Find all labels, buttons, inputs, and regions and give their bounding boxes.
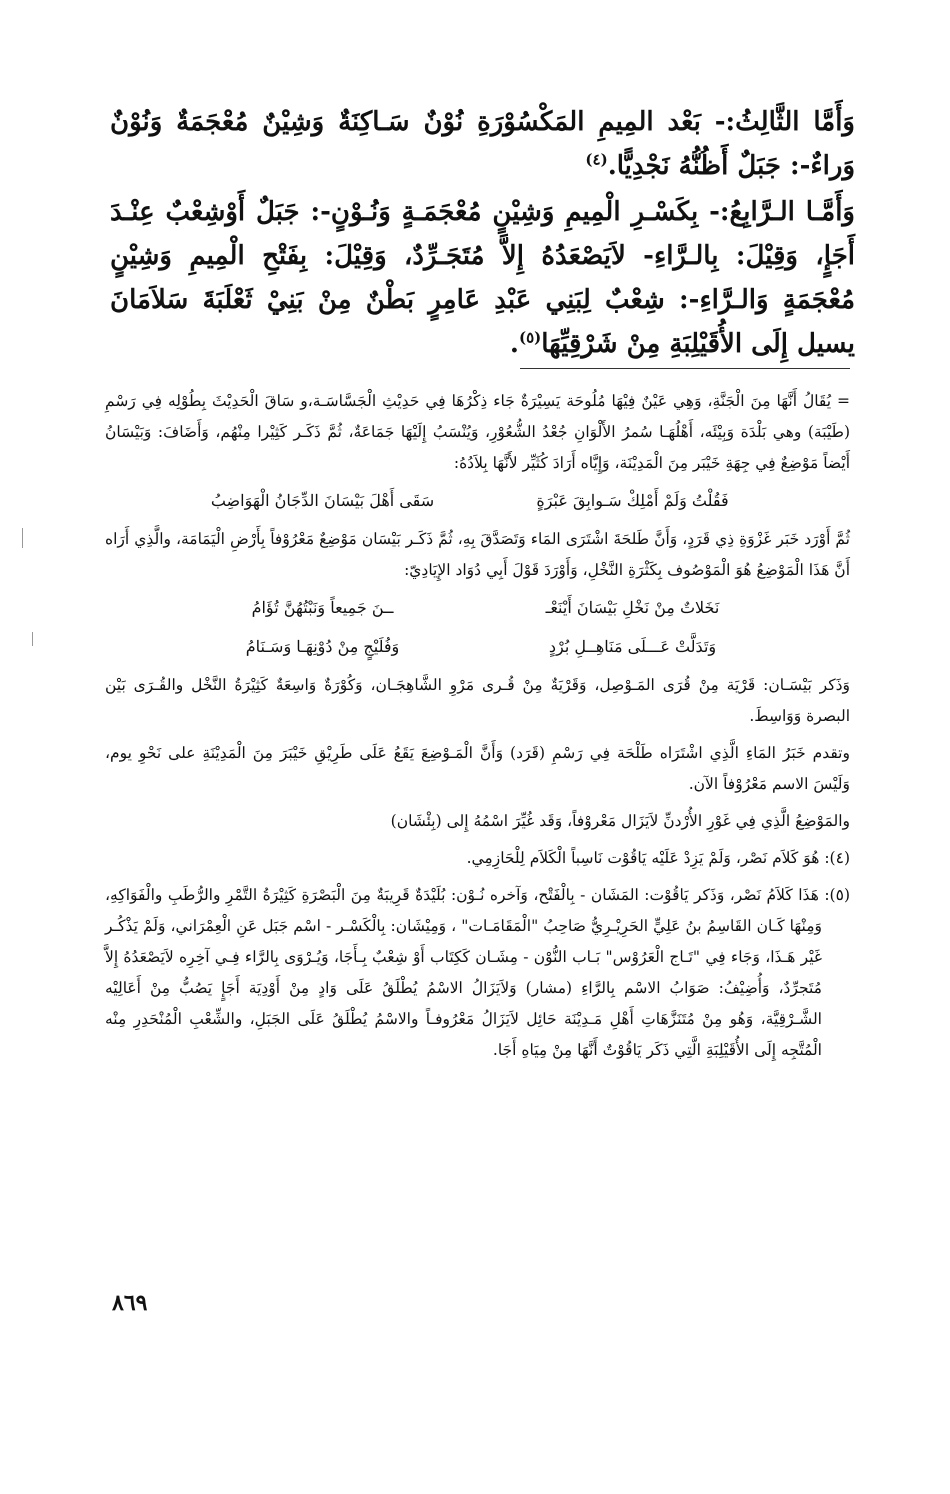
main-paragraph-third-text: وَأَمَّا الثَّالِثُ:- بَعْد المِيمِ المَكْسُوْرَةِ نُوْنٌ سَـاكِنَةٌ وَشِيْنٌ مُعْجَمَةٌ وَنُوْنٌ وَراءٌ-: جَبَلٌ أَظُنُّهُ نَجْدِيًّا. bbox=[110, 107, 855, 181]
main-paragraph-fourth: وَأَمَّـا الـرَّابِعُ:- بِكَسْـرِ الْمِيمِ وَشِيْنٍ مُعْجَمَـةٍ وَنُـوْنٍ-: جَبَلٌ أَوْشِعْبٌ عِنْـدَ أَجَإٍ، وَقِيْلَ: بِالـرَّاءِ- لاَيَصْعَدُهُ إِلاَّ مُتَجَـرِّدٌ، وَقِيْلَ: بِفَتْحِ الْمِيمِ وَشِيْنٍ مُعْجَمَةٍ وَالـرَّاءِ-: شِعْبٌ لِبَنِي عَبْدِ عَامِرٍ بَطْنٌ مِنْ بَنِيْ ثَعْلَبَةَ سَلاَمَانَ يسيل إِلَى الأُقَيْلِبَةِ مِنْ شَرْقِيِّهَا$^{(٥)}$. bbox=[110, 197, 855, 359]
page-number: ٨٦٩ bbox=[112, 1290, 148, 1316]
verse-line-2 bbox=[105, 592, 850, 623]
verse-line-1 bbox=[105, 485, 850, 516]
footnote-ref-5: (٥) bbox=[518, 328, 542, 347]
footnote-paragraph-d: وتقدم خَبَرُ المَاءِ الَّذِي اشْتَرَاه طَلْحَة فِي رَسْمِ (قَرَد) وَأَنَّ الْمَـوْضِعَ يَقَعُ عَلَى طَرِيْقِ خَيْبَرَ مِنَ الْمَدِيْنَةِ على نَحْوِ يوم، وَلَيْسَ الاسم مَعْرُوْفاً الآن. bbox=[105, 744, 850, 793]
verse-1-second-hemistich: سَقَى أَهْلَ بَيْسَانَ الدِّجَانُ الْهَوَاضِبُ bbox=[210, 491, 435, 510]
verse-line-3 bbox=[105, 631, 850, 662]
footnote-paragraph-b: ثُمَّ أَوْرَد خَبَر غَزْوَةِ ذِي قَرَدٍ، وَأَنَّ طَلحَةَ اشْتَرَى المَاء وَتَصَدَّقَ بِهِ، ثُمَّ ذَكَـر بَيْسَان مَوْضِعٌ مَعْرُوْفاً بِأَرْضِ الْيَمَامَة، والَّذِي أَرَاه أَنَّ هَذَا الْمَوْضِعُ هُوَ الْمَوْصُوف بِكَثْرَةِ النَّخْلِ، وَأَوْرَدَ قَوْلَ أَبِي دُوَاد الإِيَادِيّ: bbox=[105, 530, 850, 579]
footnote-5: (٥): هَذَا كَلاَمُ نَصْر، وَذَكر يَاقُوْت: المَشَان - بِالْفَتْح، وَآخره نُـوْن: بُلَيْدَةٌ قَرِيبَةٌ مِنَ الْبَصْرَةِ كَثِيْرَةُ التَّمْرِ والرُّطَبِ والْفَوَاكِهِ، وَمِنْهَا كَـان القَاسِمُ بنُ عَلِيٍّ الحَرِيْـرِيُّ صَاحِبُ "الْمَقَامَـات" ، وَمِيْشَان: بِالْكَسْـر - اسْم جَبَل عَنِ الْعِمْرَاني، وَلَمْ يَذْكُـر غَيْر هَـذَا، وَجَاء فِي "تَـاج الْعَرُوْس" بَـاب النُّوْن - مِشَـان كَكِتَاب أَوْ شِعْبٌ بِـأَجَا، وَيُـرْوَى بِالرَّاء فِـي آخِرِه لاَيَصْعَدُهُ إِلاَّ مُتَجرِّدٌ، وَأُضِيْفُ: صَوَابُ الاسْم بِالرَّاءِ (مشار) وَلاَيَزَالُ الاسْمُ يُطْلَقُ عَلَى وَادٍ مِنْ أَوْدِيَة أَجَإٍ يَصُبُّ مِنْ أَعَالِيْه الشَّـرْقِيَّة، وَهُو مِنْ مُتَنَزَّهَاتِ أَهْلِ مَـدِيْنَة حَائِل لاَيَزَالُ مَعْرُوفـاً والاسْمُ يُطْلَقُ عَلَى الجَبَلِ، والشِّعْبِ الْمُنْحَدِرِ مِنْه الْمُتَّجِه إِلَى الأُقَيْلِبَةِ الَّتِي ذَكَر يَاقُوْتٌ أَنَّهَا مِنْ مِيَاهِ أَجَا. bbox=[105, 886, 850, 1059]
verse-2-second-hemistich: ــنَ جَمِيعاً وَنَبْتُهُنَّ تُؤَامُ bbox=[251, 598, 394, 617]
verse-3-second-hemistich: وَفُلَيْجٍ مِنْ دُوْنِهَـا وَسَـنَامُ bbox=[245, 637, 400, 656]
verse-3-first-hemistich: وَتَدَلَّتْ عَـــلَى مَنَاهِــلِ بُرْدٍ bbox=[548, 637, 717, 656]
footnote-separator bbox=[520, 368, 850, 369]
main-text bbox=[110, 100, 855, 368]
footnote-ref-4: (٤) bbox=[585, 150, 608, 169]
footnote-continuation: = يُقَالُ أَنَّهَا مِنَ الْجَنَّةِ، وَهِي عَيْنٌ فِيْهَا مُلُوحَة يَسِيْرَةٌ جَاء ذِكْرُهَا فِي حَدِيْثِ الْجَسَّاسَـة،و سَاقَ الْحَدِيْثَ بِطُوْلِه فِي رَسْمِ (طَيْبَة) وهي بَلْدَة وَبِيْئَه، أَهْلُهَـا سُمرُ الأَلْوَانِ جُعْدُ الشُّعُوْرِ، وَيُنْسَبُ إِلَيْهَا جَمَاعَةٌ، ثُمَّ ذَكَـر كَثِيْرا مِنْهُم، وَأَضَافَ: وَبَيْسَانُ أَيْضاً مَوْضِعٌ فِي جِهَةِ خَيْبَر مِنَ الْمَدِيْنَة، وَإِيَّاه أَرَادَ كُثَيِّر لأَنَّهَا بِلاَدُهُ: bbox=[105, 392, 850, 472]
footnote-4: (٤): هُوَ كَلاَم نَصْر، وَلَمْ يَزِدْ عَلَيْه يَاقُوْت نَاسِباً الْكَلاَم لِلْحَازِمِي. bbox=[466, 849, 850, 867]
scan-margin-mark bbox=[32, 632, 33, 646]
verse-1-first-hemistich: فَقُلْتُ وَلَمْ أَمْلِكْ سَـوابِقَ عَبْرَةٍ bbox=[536, 491, 729, 510]
footnotes bbox=[105, 386, 850, 1072]
main-paragraph-fourth-text: وَأَمَّـا الـرَّابِعُ:- بِكَسْـرِ الْمِيمِ وَشِيْنٍ مُعْجَمَـةٍ وَنُـوْنٍ-: جَبَلٌ أَوْشِعْبٌ عِنْـدَ أَجَإٍ، وَقِيْلَ: بِالـرَّاءِ- لاَيَصْعَدُهُ إِلاَّ مُتَجَـرِّدٌ، وَقِيْلَ: بِفَتْحِ الْمِيمِ وَشِيْنٍ مُعْجَمَةٍ وَالـرَّاءِ-: شِعْبٌ لِبَنِي عَبْدِ عَامِرٍ بَطْنٌ مِنْ بَنِيْ ثَعْلَبَةَ سَلاَمَانَ يسيل إِلَى الأُقَيْلِبَةِ مِنْ شَرْقِيِّهَا bbox=[110, 197, 855, 359]
scan-margin-mark bbox=[22, 528, 23, 548]
footnote-paragraph-e: والمَوْضِعُ الَّذِي فِي غَوْرِ الأُرْدنِّ لاَيَزَال مَعْروْفاً، وَقَد غُيِّرَ اسْمُهُ إِلى (بِئْشَان) bbox=[390, 812, 850, 830]
verse-2-first-hemistich: نَخَلاتٌ مِنْ نَخْلِ بَيْسَانَ أَيْنَعْـ bbox=[545, 598, 720, 617]
footnote-paragraph-c: وَذَكر بَيْسَـان: قَرْيَة مِنْ قُرَى المَـوْصِل، وَقَرْيَةٌ مِنْ قُـرى مَرْوِ الشَّاهِجَـان، وَكُوْرَةٌ وَاسِعَةٌ كَثِيْرَةُ النَّخْل والقُـرَى بَيْن البصرة وَوَاسِطَ. bbox=[105, 676, 850, 725]
main-paragraph-third bbox=[110, 100, 855, 188]
